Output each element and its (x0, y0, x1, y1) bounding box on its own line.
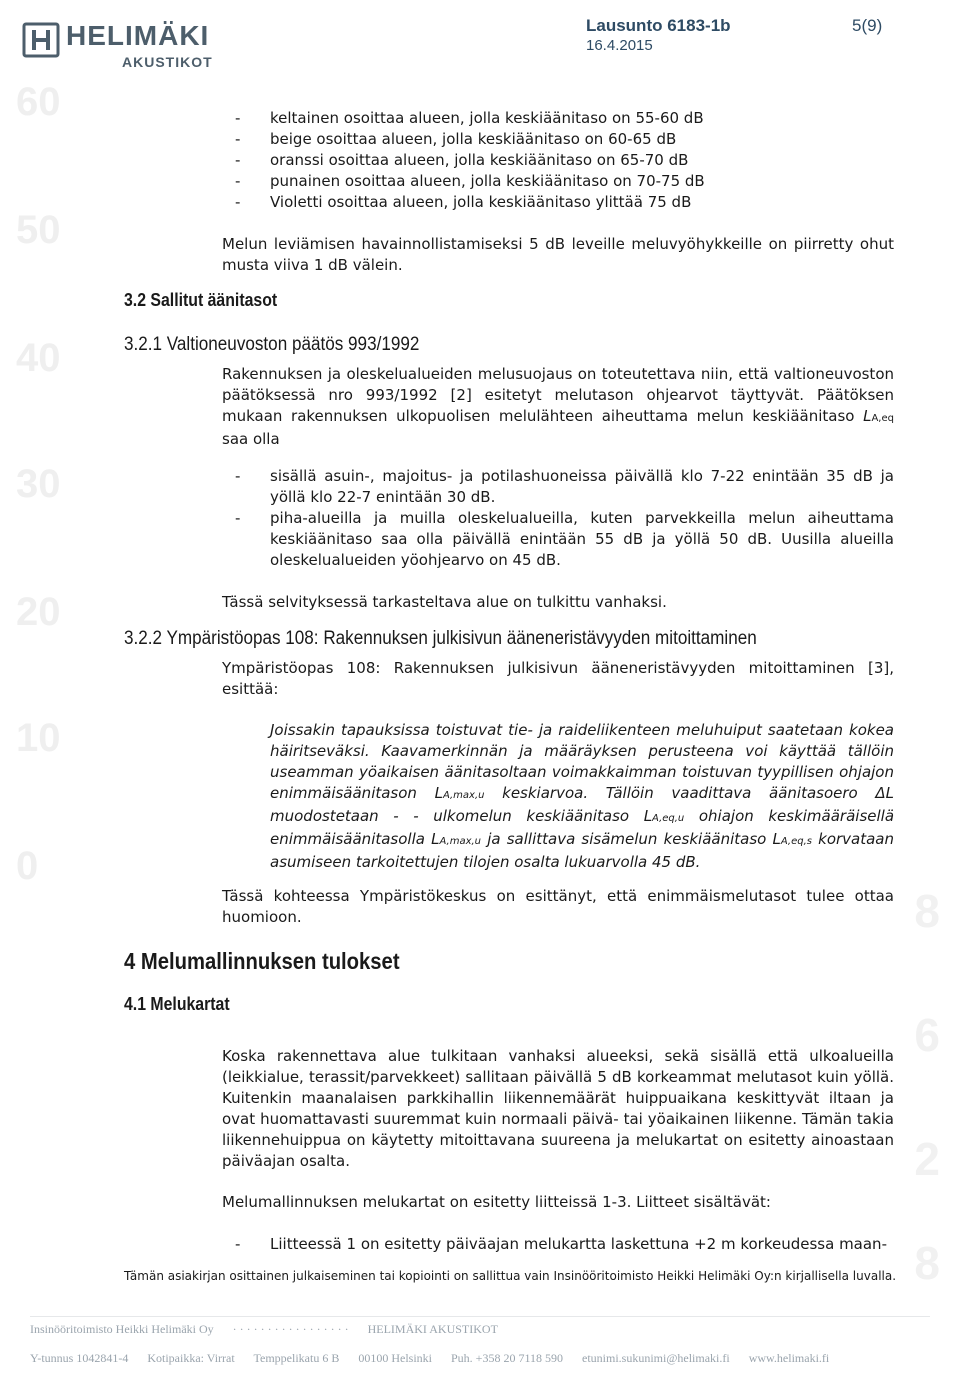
copyright-note: Tämän asiakirjan osittainen julkaiseminen tai kopiointi on sallittua vain Insinööritoimisto Heikki Helimäki Oy:n kirjallisella luvalla. (124, 1269, 897, 1283)
footer-city: 00100 Helsinki (358, 1351, 432, 1365)
watermark-scale-0: 0 (16, 844, 39, 888)
list-item: - punainen osoittaa alueen, jolla keskiäänitaso on 70-75 dB (222, 171, 842, 192)
paragraph-liitteet: Melumallinnuksen melukartat on esitetty liitteissä 1-3. Liitteet sisältävät: (222, 1193, 771, 1211)
footer-brand: HELIMÄKI AKUSTIKOT (367, 1322, 498, 1336)
liite-list (222, 1234, 894, 1255)
vnp-requirements-list (222, 466, 894, 571)
list-item: - keltainen osoittaa alueen, jolla keskiäänitaso on 55-60 dB (222, 108, 842, 129)
paragraph-melu: Melun leviämisen havainnollistamiseksi 5 dB leveille meluvyöhykkeille on piirretty ohut musta viiva 1 dB välein. (222, 235, 894, 274)
watermark-scale-40: 40 (16, 336, 61, 380)
paragraph-koska: Koska rakennettava alue tulkitaan vanhaksi alueeksi, sekä sisällä että ulkoalueilla (leikkialue, terassit/parvekkeet) sallitaan päivällä 5 dB korkeammat melutasot kuin yöllä. Kuitenkin maanalaisen parkkihallin liikennemäärät huippuaikana keskittyvät iltaan ja ovat huomattavasti suuremmat kuin normaali päivä- tai yöaikainen liikenne. Tämän takia liikennehuippua on käytetty mitoittavana suureena ja melukartat on esitetty ainoastaan päiväajan osalta. (222, 1047, 894, 1170)
footer-divider (30, 1316, 930, 1317)
footer-phone: Puh. +358 20 7118 590 (451, 1351, 563, 1365)
heading-3-2-1: 3.2.1 Valtioneuvoston päätös 993/1992 (124, 334, 420, 355)
list-item: - oranssi osoittaa alueen, jolla keskiäänitaso on 65-70 dB (222, 150, 842, 171)
watermark-digit: 8 (914, 1237, 940, 1289)
footer-website[interactable]: www.helimaki.fi (748, 1351, 830, 1365)
footer-company: Insinööritoimisto Heikki Helimäki Oy (30, 1322, 214, 1336)
list-item: - beige osoittaa alueen, jolla keskiäänitaso on 60-65 dB (222, 129, 842, 150)
logo-mark-icon (22, 22, 60, 58)
footer-email[interactable]: etunimi.sukunimi@helimaki.fi (582, 1351, 730, 1365)
watermark-digit: 8 (914, 885, 940, 937)
quote-ymparistoopas: Joissakin tapauksissa toistuvat tie- ja raideliikenteen meluhuiput saatetaan kokea häiritseväksi. Kaavamerkinnän ja määräyksen perusteena voi käyttää tällöin useamman yöaikaisen äänitasoltaan voimakkaimman toistuvan tyypillisen ohjajon enimmäisäänitason LA,max,u keskiarvoa. Tällöin vaadittava äänitasoero ΔL muodostetaan - - ulkomelun keskiäänitaso LA,eq,u ohiajon keskimääräisellä enimmäisäänitasolla LA,max,u ja sallittava sisämelun keskiäänitaso LA,eq,s korvataan asumiseen tarkoitettujen tilojen osalta lukuarvolla 45 dB. (270, 721, 895, 871)
footer-contact-line (30, 1351, 845, 1366)
heading-3-2: 3.2 Sallitut äänitasot (124, 290, 278, 310)
page-number: 5(9) (852, 16, 883, 35)
watermark-scale-10: 10 (16, 716, 61, 760)
watermark-digit: 2 (914, 1133, 940, 1185)
list-item: - Liitteessä 1 on esitetty päiväajan melukartta laskettuna +2 m korkeudessa maan- (222, 1234, 894, 1255)
color-legend-list (222, 108, 842, 213)
watermark-scale-60: 60 (16, 80, 61, 124)
footer-company-line (30, 1322, 514, 1337)
footer-ytunnus: Y-tunnus 1042841-4 (30, 1351, 129, 1365)
list-item: - sisällä asuin-, majoitus- ja potilashuoneissa päivällä klo 7-22 enintään 35 dB ja yöllä klo 22-7 enintään 30 dB. (222, 466, 894, 508)
logo-subtitle: AKUSTIKOT (122, 54, 213, 70)
document-title: Lausunto 6183-1b (586, 16, 731, 35)
footer-kotipaikka: Kotipaikka: Virrat (147, 1351, 235, 1365)
document-date: 16.4.2015 (586, 37, 653, 54)
footer-dots: · · · · · · · · · · · · · · · · · (232, 1322, 349, 1336)
watermark-scale-30: 30 (16, 462, 61, 506)
footer-street: Temppelikatu 6 B (253, 1351, 340, 1365)
list-item: - piha-alueilla ja muilla oleskelualueilla, kuten parvekkeilla melun aiheuttama keskiäänitaso saa olla päivällä enintään 55 dB ja yöllä 50 dB. Uusilla alueilla oleskelualueiden yöohjearvo on 45 dB. (222, 508, 894, 571)
logo-name: HELIMÄKI (66, 20, 210, 51)
heading-4: 4 Melumallinnuksen tulokset (124, 948, 400, 974)
paragraph-ymparistokeskus: Tässä kohteessa Ympäristökeskus on esittänyt, että enimmäismelutasot tulee ottaa huomioon. (222, 887, 894, 926)
company-logo (22, 20, 222, 72)
watermark-digit: 6 (914, 1009, 940, 1061)
paragraph-vnp: Rakennuksen ja oleskelualueiden melusuojaus on toteutettava niin, että valtioneuvoston päätöksessä nro 993/1992 [2] esitetyt melutason ohjearvot täyttyvät. Päätöksen mukaan rakennuksen ulkopuolisen melulähteen aiheuttama melun keskiäänitaso LA,eq saa olla (222, 365, 894, 448)
watermark-scale-50: 50 (16, 208, 61, 252)
list-item: - Violetti osoittaa alueen, jolla keskiäänitaso ylittää 75 dB (222, 192, 842, 213)
heading-4-1: 4.1 Melukartat (124, 994, 230, 1014)
paragraph-tarkastelu: Tässä selvityksessä tarkasteltava alue on tulkittu vanhaksi. (222, 593, 667, 611)
heading-3-2-2: 3.2.2 Ympäristöopas 108: Rakennuksen julkisivun ääneneristävyyden mitoittaminen (124, 628, 757, 649)
watermark-scale-20: 20 (16, 590, 61, 634)
paragraph-ymparistoopas: Ympäristöopas 108: Rakennuksen julkisivun ääneneristävyyden mitoittaminen [3], esittää: (222, 659, 894, 698)
